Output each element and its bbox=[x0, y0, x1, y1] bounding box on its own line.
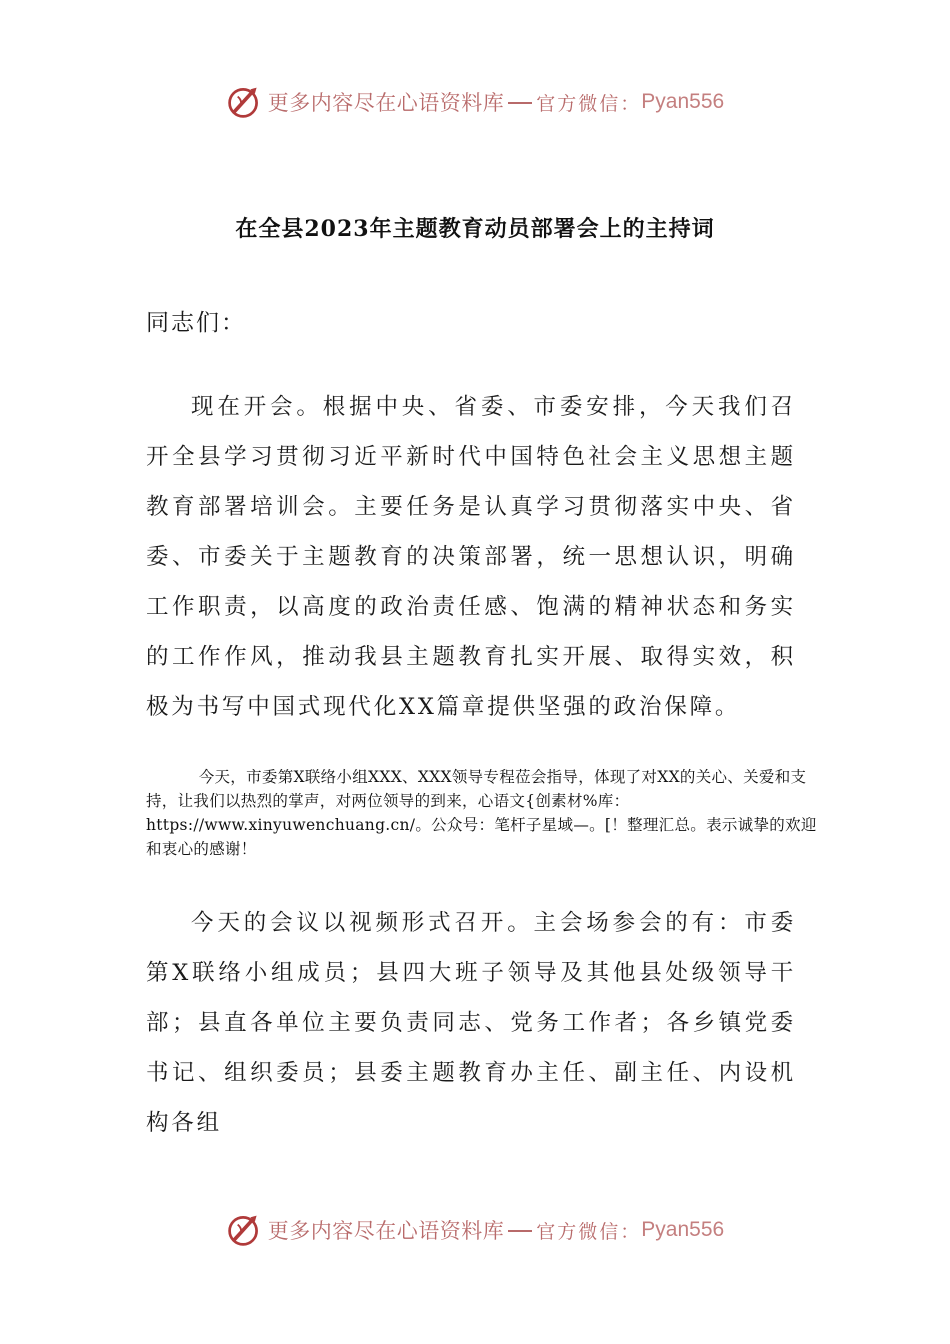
wechat-label: 官方微信： bbox=[536, 1220, 642, 1243]
paragraph-welcome: 今天，市委第X联络小组XXX、XXX领导专程莅会指导，体现了对XX的关心、关爱和支持，让我们以热烈的掌声，对两位领导的到来，心语文{创素材%库：https://www.xinyuwenchuang.cn/。公众号：笔杆子星域—。[！整理汇总。表示诚挚的欢迎和衷心的感谢！ bbox=[146, 768, 817, 858]
paragraph-opening: 现在开会。根据中央、省委、市委安排，今天我们召开全县学习贯彻习近平新时代中国特色社会主义思想主题教育部署培训会。主要任务是认真学习贯彻落实中央、省委、市委关于主题教育的决策部署，统一思想认识，明确工作职责，以高度的政治责任感、饱满的精神状态和务实的工作作风，推动我县主题教育扎实开展、取得实效，积极为书写中国式现代化XX篇章提供坚强的政治保障。 bbox=[146, 394, 796, 720]
banner-dash bbox=[508, 1230, 532, 1232]
wechat-id: Pyan556 bbox=[641, 90, 725, 113]
paragraph-attendees: 今天的会议以视频形式召开。主会场参会的有：市委第X联络小组成员；县四大班子领导及其他县处级领导干部；县直各单位主要负责同志、党务工作者；各乡镇党委书记、组织委员；县委主题教育办主任、副主任、内设机构各组 bbox=[146, 910, 796, 1136]
document-title: 在全县2023年主题教育动员部署会上的主持词 bbox=[235, 216, 715, 242]
wechat-label: 官方微信： bbox=[536, 92, 642, 115]
pen-nib-logo-icon bbox=[226, 84, 262, 120]
banner-dash bbox=[508, 102, 532, 104]
salutation: 同志们： bbox=[146, 310, 246, 336]
header-banner bbox=[0, 82, 950, 122]
library-text: 更多内容尽在心语资料库 bbox=[267, 91, 505, 115]
library-text: 更多内容尽在心语资料库 bbox=[267, 1219, 505, 1243]
footer-banner bbox=[0, 1210, 950, 1250]
wechat-id: Pyan556 bbox=[641, 1218, 725, 1241]
pen-nib-logo-icon bbox=[226, 1212, 262, 1248]
